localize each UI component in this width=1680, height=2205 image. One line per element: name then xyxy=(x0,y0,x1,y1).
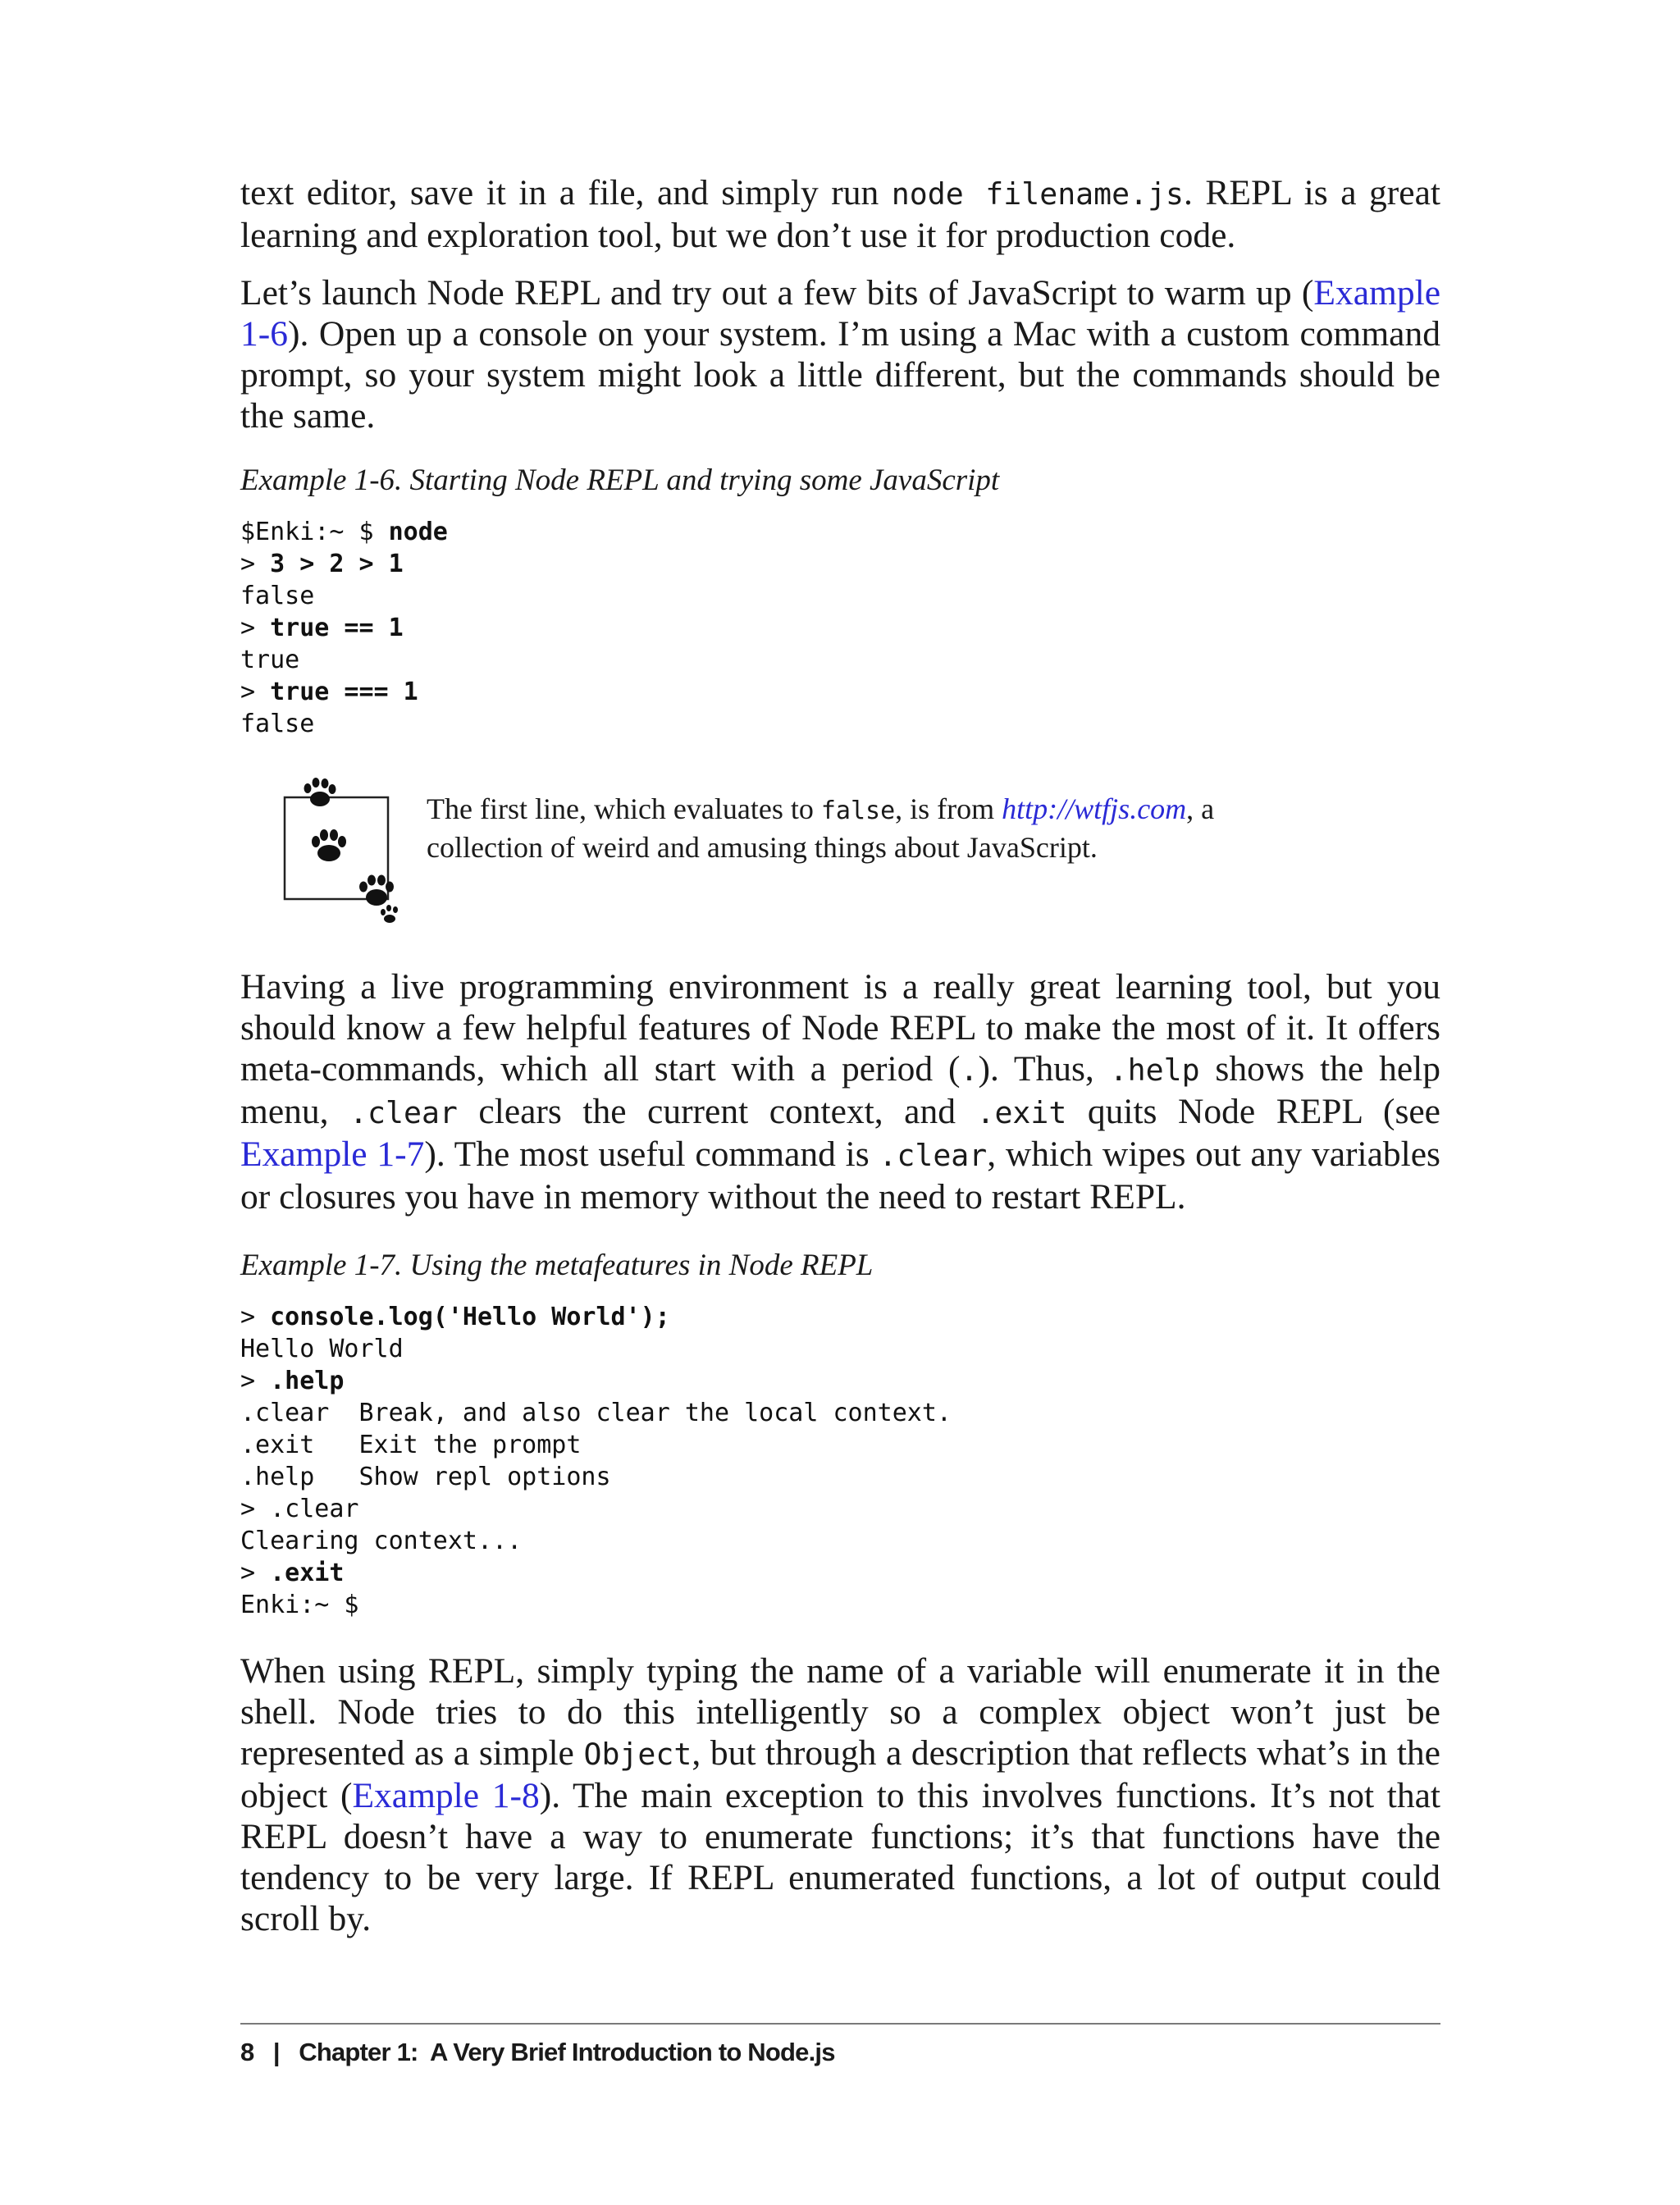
text-run: quits Node REPL (see xyxy=(1066,1092,1440,1131)
example-1-6-code-listing xyxy=(240,516,1440,740)
tip-note-text xyxy=(427,791,1312,865)
text-run: ). Open up a console on your system. I’m using a Mac with a custom command prompt, so your system might look a little different, but the commands should be the same. xyxy=(240,314,1440,436)
code-line: false xyxy=(240,582,315,610)
tip-note xyxy=(240,771,1440,935)
text-run: , which wipes out any variables or closures you have in memory without the need to restart REPL. xyxy=(240,1134,1440,1217)
page-footer xyxy=(240,2036,835,2069)
code-line: > .exit xyxy=(240,1559,345,1587)
text-run: , a collection of weird and amusing things about JavaScript. xyxy=(427,792,1215,864)
example-1-7-code-listing xyxy=(240,1301,1440,1621)
text-run: The first line, which evaluates to xyxy=(427,792,821,825)
code-line: > console.log('Hello World'); xyxy=(240,1303,670,1331)
text-run: ). The main exception to this involves functions. It’s not that REPL doesn’t have a way to enumerate functions; it’s that functions have the tendency to be very large. If REPL enumerated functions, a lot of output could scroll by. xyxy=(240,1776,1441,1938)
text-run: Having a live programming environment is a really great learning tool, but you should know a few helpful features of Node REPL to make the most of it. It offers meta-commands, which all start with a period ( xyxy=(240,967,1440,1089)
example-1-7-caption: Example 1-7. Using the metafeatures in Node REPL xyxy=(240,1249,874,1282)
footer-separator: | xyxy=(272,2038,280,2066)
example-1-6-caption: Example 1-6. Starting Node REPL and trying some JavaScript xyxy=(240,463,1000,497)
inline-code: . xyxy=(960,1052,979,1088)
inline-code: .clear xyxy=(879,1138,988,1173)
code-line: .help Show repl options xyxy=(240,1463,611,1491)
paragraph-intro-continued xyxy=(240,172,1440,256)
text-run: , is from xyxy=(895,792,1002,825)
tip-paw-prints-icon xyxy=(283,774,414,930)
footer-divider xyxy=(240,2023,1440,2025)
chapter-title: Chapter 1: A Very Brief Introduction to Node.js xyxy=(299,2038,835,2066)
code-line: Clearing context... xyxy=(240,1527,523,1555)
paragraph-meta-commands xyxy=(240,966,1440,1217)
text-run: When using REPL, simply typing the name of a variable will enumerate it in the shell. Node tries to do this intelligently so a complex object won’t just be represented as a simple xyxy=(240,1651,1440,1773)
text-run: ). The most useful command is xyxy=(424,1134,879,1174)
code-line: false xyxy=(240,710,315,738)
inline-code: false xyxy=(820,797,896,825)
code-line: > true == 1 xyxy=(240,614,404,642)
text-run: , but through a description that reflects what’s in the object ( xyxy=(240,1733,1440,1815)
paragraph-launch-repl xyxy=(240,272,1440,436)
text-run: Let’s launch Node REPL and try out a few bits of JavaScript to warm up ( xyxy=(240,273,1314,313)
example-1-8-link[interactable]: Example 1-8 xyxy=(352,1776,540,1815)
code-line: > .clear xyxy=(240,1495,359,1523)
code-line: Hello World xyxy=(240,1335,404,1363)
text-run: text editor, save it in a file, and simply run xyxy=(240,173,892,212)
text-run: clears the current context, and xyxy=(457,1092,977,1131)
code-line: Enki:~ $ xyxy=(240,1591,359,1619)
code-line: .clear Break, and also clear the local context. xyxy=(240,1399,952,1427)
inline-code: node filename.js xyxy=(891,176,1185,212)
code-line: > .help xyxy=(240,1367,345,1395)
code-line: true xyxy=(240,646,300,674)
text-run: ). Thus, xyxy=(978,1049,1110,1089)
code-line: .exit Exit the prompt xyxy=(240,1431,582,1459)
text-run: shows the help menu, xyxy=(240,1049,1440,1131)
example-1-7-link[interactable]: Example 1-7 xyxy=(240,1134,425,1174)
text-run: . REPL is a great learning and exploration tool, but we don’t use it for production code. xyxy=(240,173,1440,255)
paragraph-enumeration xyxy=(240,1650,1440,1939)
inline-code: Object xyxy=(583,1737,692,1772)
page-number: 8 xyxy=(240,2038,254,2066)
code-line: $Enki:~ $ node xyxy=(240,518,448,546)
inline-code: .clear xyxy=(349,1095,458,1130)
wtfjs-url-link[interactable]: http://wtfjs.com xyxy=(1002,792,1187,825)
code-line: > 3 > 2 > 1 xyxy=(240,550,404,578)
page-content xyxy=(240,172,1440,1939)
code-line: > true === 1 xyxy=(240,678,418,706)
example-1-6-link[interactable]: Example 1-6 xyxy=(240,273,1440,354)
inline-code: .exit xyxy=(976,1095,1067,1130)
inline-code: .help xyxy=(1109,1052,1200,1088)
